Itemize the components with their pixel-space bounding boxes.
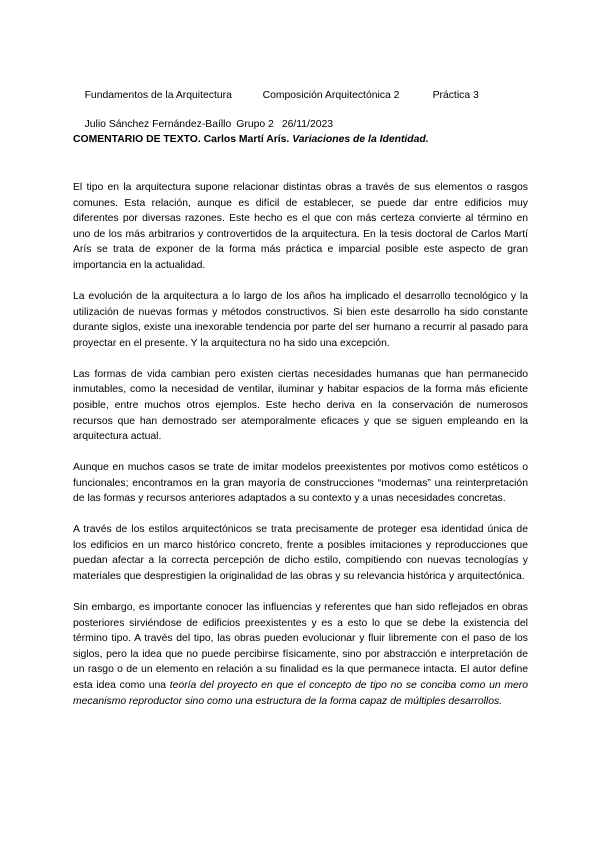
course-name: Fundamentos de la Arquitectura xyxy=(84,90,232,101)
paragraph-final xyxy=(73,600,528,709)
group-label: Grupo 2 xyxy=(236,119,274,130)
paragraph: El tipo en la arquitectura supone relacionar distintas obras a través de sus elementos o rasgos comunes. Esta relación, aunque es difícil de establecer, se puede dar entre edificios muy diferentes por diversas razones. Este hecho es el que con más certeza convierte al término en uno de los más arbitrarios y controvertidos de la arquitectura. En la tesis doctoral de Carlos Martí Arís se trata de exponer de la forma más práctica e imparcial posible este aspecto de gran importancia en la actualidad. xyxy=(73,182,528,271)
document-title xyxy=(73,133,429,147)
paragraph: La evolución de la arquitectura a lo largo de los años ha implicado el desarrollo tecnológico y la utilización de nuevas formas y métodos constructivos. Si bien este desarrollo ha sido constante durante siglos, existe una inexorable tendencia por parte del ser humano a recurrir al pasado para proyectar en el presente. Y la arquitectura no ha sido una excepción. xyxy=(73,290,528,349)
practice-label: Práctica 3 xyxy=(432,90,479,101)
document-body xyxy=(73,180,528,725)
paragraph-final-text: Sin embargo, es importante conocer las influencias y referentes que han sido reflejados en obras posteriores sirviéndose de edificios preexistentes y es a esto lo que se debe la existencia del término tipo. A través del tipo, las obras pueden evolucionar y fluir libremente con el paso de los siglos, pero la idea que no puede percibirse físicamente, sino por abstracción e interpretación de un rasgo o de un elemento en relación a su finalidad es la que permanece intacta. El autor define esta idea como una xyxy=(73,602,528,691)
title-work: Variaciones de la Identidad. xyxy=(292,134,429,145)
author-quote: teoría del proyecto en que el concepto de tipo no se conciba como un mero mecanismo reproductor sino como una estructura de la forma capaz de múltiples desarrollos. xyxy=(73,679,528,707)
paragraph: Aunque en muchos casos se trate de imitar modelos preexistentes por motivos como estéticos o funcionales; encontramos en la gran mayoría de construcciones “modernas” una reinterpretación de las formas y recursos anteriores adaptados a su contexto y a unas necesidades concretas. xyxy=(73,462,528,505)
subject-name: Composición Arquitectónica 2 xyxy=(262,90,400,101)
paragraph: Las formas de vida cambian pero existen ciertas necesidades humanas que han permanecido inmutables, como la necesidad de ventilar, iluminar y habitar espacios de la forma más eficiente posible, entre muchos otros ejemplos. Este hecho deriva en la conservación de numerosos recursos que han demostrado ser atemporalmente eficaces y que se siguen empleando en la arquitectura actual. xyxy=(73,368,528,443)
date-label: 26/11/2023 xyxy=(281,119,334,130)
paragraph: A través de los estilos arquitectónicos se trata precisamente de proteger esa identidad única de los edificios en un marco histórico concreto, frente a posibles imitaciones y reproducciones que puedan afectar a la correcta percepción de dicho estilo, compitiendo con nuevas tecnologías y materiales que desprestigien la originalidad de las obras y su relevancia histórica y arquitectónica. xyxy=(73,524,528,583)
author-name: Julio Sánchez Fernández-Baíllo xyxy=(84,119,232,130)
title-prefix: COMENTARIO DE TEXTO. Carlos Martí Arís. xyxy=(73,134,293,145)
